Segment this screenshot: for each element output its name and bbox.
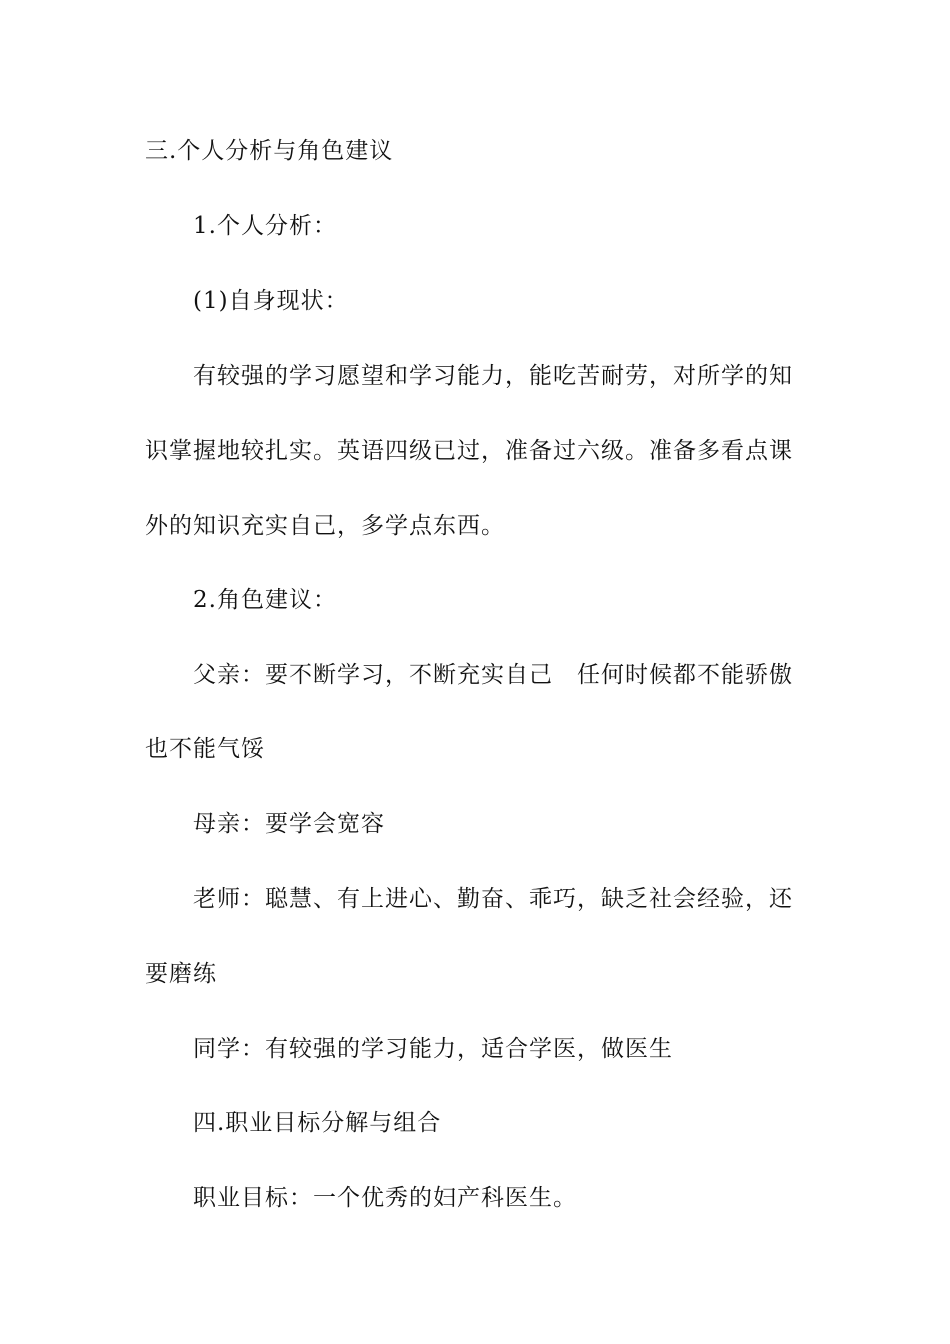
paragraph-line: 要磨练 — [145, 961, 217, 987]
paragraph-line-classmate: 同学：有较强的学习能力，适合学医，做医生 — [193, 1036, 673, 1062]
paragraph-line: 有较强的学习愿望和学习能力，能吃苦耐劳，对所学的知 — [193, 363, 793, 389]
subheading-personal-analysis: 1.个人分析： — [193, 213, 337, 239]
paragraph-line: 识掌握地较扎实。英语四级已过，准备过六级。准备多看点课 — [145, 438, 793, 464]
section-heading-personal-analysis: 三.个人分析与角色建议 — [145, 138, 394, 164]
section-heading-career-goals: 四.职业目标分解与组合 — [193, 1110, 442, 1136]
paragraph-line: 外的知识充实自己，多学点东西。 — [145, 513, 505, 539]
paragraph-line-father: 父亲：要不断学习，不断充实自己 任何时候都不能骄傲 — [193, 662, 793, 688]
paragraph-line-teacher: 老师：聪慧、有上进心、勤奋、乖巧，缺乏社会经验，还 — [193, 886, 793, 912]
paragraph-line: 也不能气馁 — [145, 736, 265, 762]
paragraph-line-mother: 母亲：要学会宽容 — [193, 811, 385, 837]
paragraph-line-career-goal: 职业目标：一个优秀的妇产科医生。 — [193, 1185, 577, 1211]
subheading-role-suggestions: 2.角色建议： — [193, 587, 337, 613]
subheading-current-status: (1)自身现状： — [193, 288, 349, 314]
